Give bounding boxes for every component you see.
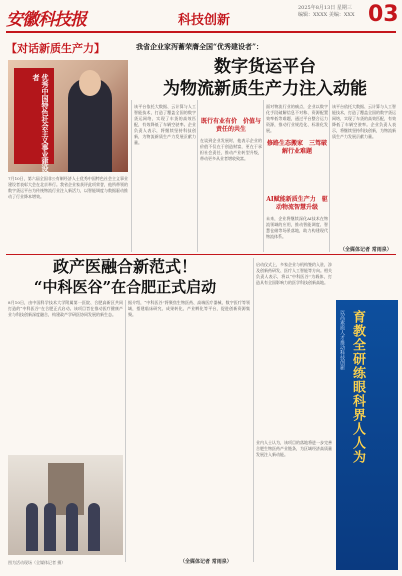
- newspaper-logo: 安徽科技报: [6, 10, 86, 30]
- page-number: 03: [368, 2, 399, 27]
- column-divider: [329, 100, 330, 252]
- column-tag: 【对话新质生产力】: [6, 42, 105, 55]
- story1-paragraph: 该平台依托大数据、云计算与人工智能技术，打造了覆盖全国的数字货运网络，实现了车货的高效匹配，有效降低了车辆空驶率。企业负责人表示，将继续坚持科技创新，为物流新质生产力发展贡献力量。: [134, 104, 196, 145]
- column-divider: [197, 100, 198, 252]
- person-figure: [88, 503, 100, 551]
- section-title: 科技创新: [178, 13, 231, 28]
- column-divider: [253, 258, 254, 562]
- dateline: [298, 5, 368, 19]
- story1-subhead-2: 修路生态搬家 三驾破解行业难题: [266, 140, 327, 155]
- story2-headline-line1: 政产医融合新范式！: [52, 257, 197, 276]
- story1-paragraph: 在谈到企业发展时，他表示企业的价值不仅在于创造财富，更在于承担社会责任，推动产业转型升级，带动更多从业者增收致富。: [200, 138, 262, 161]
- story2-paragraph: 启动仪式上，多家企业与机构签约入驻，涉及创新药研发、医疗人工智能等方向。相关负责人表示，将以“中科医谷”为载体，打造具有全国影响力的医学科技创新高地。: [256, 262, 332, 285]
- story-divider: [6, 254, 396, 255]
- poster-text: 优秀中国特色社会主义事业建设者: [32, 74, 50, 172]
- story1-photo: [8, 60, 128, 172]
- person-face: [79, 70, 101, 96]
- side-banner-ad: [336, 300, 398, 570]
- story2-photo-caption: 图为活动现场（全媒体记者 摄）: [8, 560, 66, 565]
- story1-paragraph: 面对物流行业的痛点，企业以数字化手段破解信息不对称、资源配置效率低等难题，通过平台整合运力资源，推动行业规范化、标准化发展。: [266, 104, 328, 133]
- story2-headline-line2: “中科医谷”在合肥正式启动: [33, 278, 217, 296]
- person-figure: [26, 503, 38, 551]
- column-divider: [125, 300, 126, 562]
- column-divider: [131, 100, 132, 252]
- person-figure: [44, 503, 56, 551]
- story2-paragraph: 据介绍，“中科医谷”将聚焦生物医药、高端医疗器械、数字医疗等领域，搭建临床研究、成果转化、产业孵化等平台，促进创新资源集聚。: [128, 300, 250, 317]
- editor-line: 编辑：XXXX 美编：XXX: [298, 12, 355, 18]
- story1-paragraph: 该平台依托大数据、云计算与人工智能技术，打造了覆盖全国的数字货运网络，实现了车货的高效匹配，有效降低了车辆空驶率。企业负责人表示，将继续坚持科技创新，为物流新质生产力发展贡献力量。: [332, 104, 396, 139]
- story1-subhead-1: 既行有业有价 价值与责任的共生: [200, 118, 261, 133]
- column-divider: [263, 100, 264, 252]
- story1-headline-line2: 为物流新质生产力注入动能: [163, 79, 367, 99]
- issue-date: 2025年8月13日 星期三: [298, 5, 352, 11]
- masthead: [0, 0, 402, 34]
- story2-paragraph: 8月10日，由中国科学技术大学附属第一医院、合肥高新区共同打造的“中科医谷”在合肥正式启动。该项目旨在推动医疗健康产业与科技创新深度融合，构建政产学研医协同发展的新生态。: [8, 300, 123, 317]
- person-figure: [66, 503, 78, 551]
- story1-byline: （全媒体记者 常雨泉）: [340, 247, 392, 253]
- story1-headline-line1: 数字货运平台: [214, 57, 316, 77]
- story2-paragraph: 业内人士认为，该项目的落地将进一步完善合肥生物医药产业链条，为区域经济高质量发展注入新动能。: [256, 440, 332, 457]
- story2-byline: （全媒体记者 常雨泉）: [180, 559, 232, 565]
- story1-kicker: 我省企业家泻蓄荣膺全国“优秀建设者”：: [136, 42, 264, 51]
- story1-paragraph: 未来，企业将继续深化AI技术在物流领域的应用，推动智能调度、智慧仓储等场景落地，助力构建现代物流体系。: [266, 216, 328, 239]
- story1-subhead-3: AI赋能新质生产力 驱动物流智慧升级: [266, 196, 328, 211]
- story2-photo: [8, 455, 123, 555]
- masthead-rule: [6, 31, 396, 33]
- banner-main-text: 育教全研练眼科界人人为: [350, 310, 365, 464]
- banner-small-text: 以高素质人才推动科技创新: [339, 310, 345, 370]
- story1-paragraph: 7月10日，第六届全国非公有制经济人士优秀中国特色社会主义事业建设者表彰大会在北京举行。我省企业家获评此项荣誉，他所带领的数字货运平台为传统物流行业注入新活力，以智能调度与数据驱动推动了行业降本增效。: [8, 176, 128, 199]
